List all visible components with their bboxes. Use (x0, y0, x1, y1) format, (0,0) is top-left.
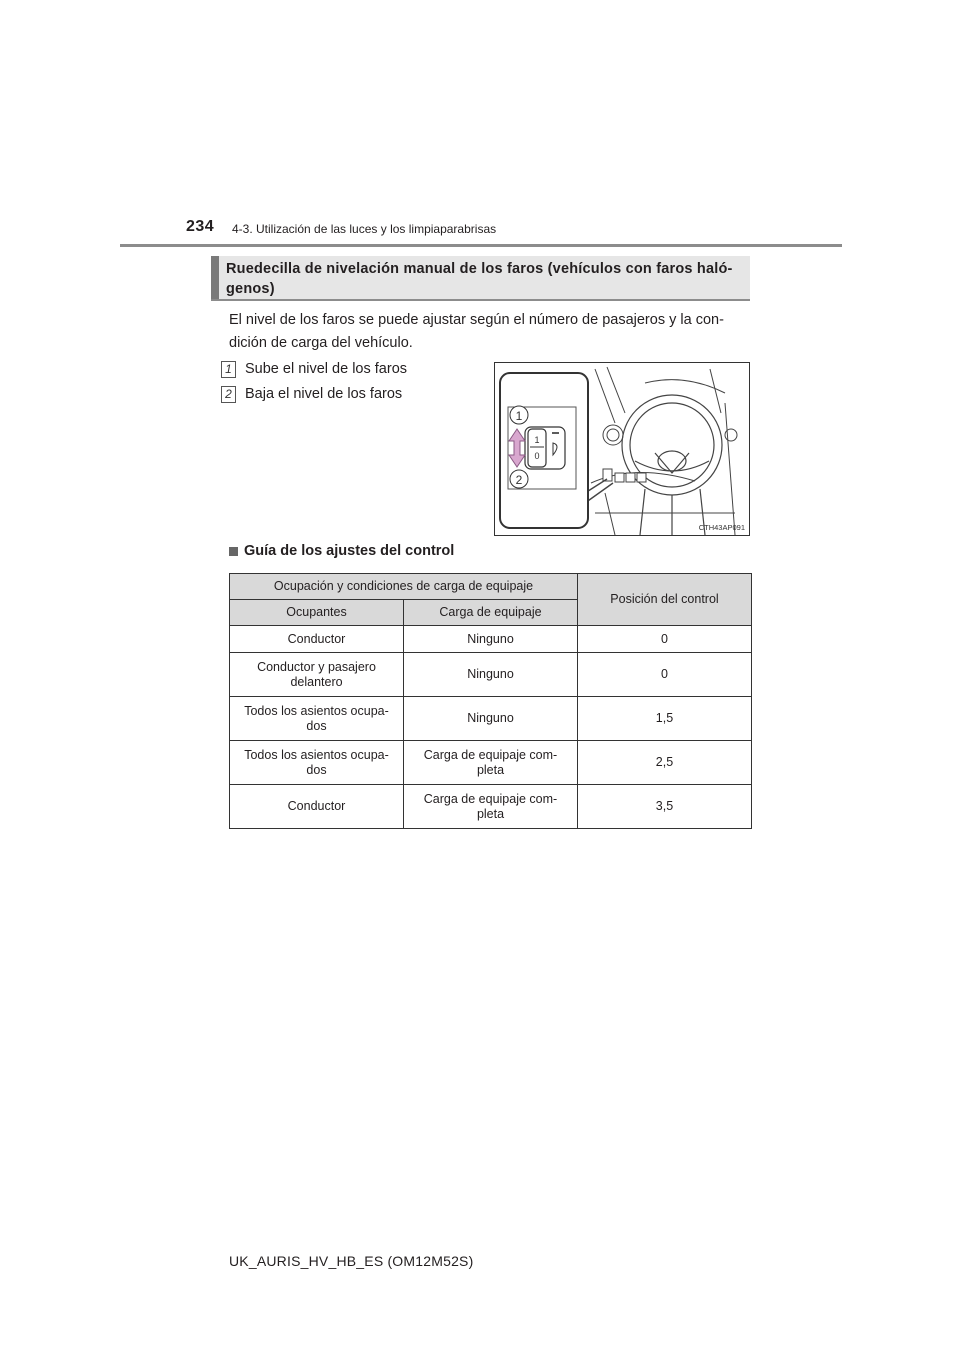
legend-item-2 (221, 385, 402, 403)
position-header: Posición del control (578, 574, 752, 626)
dial-mark-0: 0 (534, 451, 540, 461)
control-settings-table (229, 573, 752, 829)
load-cell: Ninguno (404, 626, 578, 653)
leveling-dial-icon (525, 427, 565, 469)
page-number: 234 (186, 218, 215, 235)
svg-text:1: 1 (515, 409, 523, 423)
svg-text:2: 2 (515, 473, 523, 487)
legend-number-2: 2 (221, 386, 236, 403)
square-bullet-icon (229, 547, 238, 556)
load-cell: Carga de equipaje com- pleta (404, 741, 578, 785)
steering-wheel-icon (622, 395, 722, 535)
table-header-row (230, 574, 752, 600)
table-subheading-text: Guía de los ajustes del control (244, 543, 455, 559)
table-row (230, 653, 752, 697)
air-vent-icon (603, 425, 737, 445)
occupants-cell: Todos los asientos ocupa- dos (230, 741, 404, 785)
table-row (230, 785, 752, 829)
position-cell: 2,5 (578, 741, 752, 785)
legend-item-1 (221, 360, 407, 378)
table-subheading (229, 543, 454, 559)
footer-doc-code: UK_AURIS_HV_HB_ES (OM12M52S) (229, 1253, 474, 1269)
section-heading-bar (211, 256, 219, 299)
dial-mark-1: 1 (534, 435, 540, 445)
position-cell: 3,5 (578, 785, 752, 829)
section-heading (211, 256, 750, 301)
load-cell: Ninguno (404, 697, 578, 741)
occupants-cell: Conductor (230, 626, 404, 653)
dashboard-drawing (495, 363, 749, 535)
load-cell: Carga de equipaje com- pleta (404, 785, 578, 829)
header-rule (120, 244, 842, 247)
occupants-cell: Conductor (230, 785, 404, 829)
occupants-cell: Todos los asientos ocupa- dos (230, 697, 404, 741)
legend-number-1: 1 (221, 361, 236, 378)
table-row (230, 626, 752, 653)
figure-code: CTH43AP091 (698, 523, 745, 532)
position-cell: 1,5 (578, 697, 752, 741)
load-header: Carga de equipaje (404, 600, 578, 626)
headlight-leveling-illustration (494, 362, 750, 536)
table-row (230, 741, 752, 785)
occupants-cell: Conductor y pasajero delantero (230, 653, 404, 697)
callout-2 (510, 470, 528, 488)
occupants-header: Ocupantes (230, 600, 404, 626)
intro-paragraph: El nivel de los faros se puede ajustar según el número de pasajeros y la con- dición de carga del vehículo. (229, 312, 724, 351)
running-head: 4-3. Utilización de las luces y los limpiaparabrisas (232, 222, 497, 236)
legend-text-2: Baja el nivel de los faros (245, 386, 403, 402)
load-cell: Ninguno (404, 653, 578, 697)
callout-1 (510, 406, 528, 424)
group-header: Ocupación y condiciones de carga de equipaje (230, 574, 578, 600)
table-row (230, 697, 752, 741)
legend-text-1: Sube el nivel de los faros (245, 361, 408, 377)
position-cell: 0 (578, 626, 752, 653)
section-heading-text: Ruedecilla de nivelación manual de los faros (vehículos con faros haló- genos) (226, 261, 733, 297)
position-cell: 0 (578, 653, 752, 697)
